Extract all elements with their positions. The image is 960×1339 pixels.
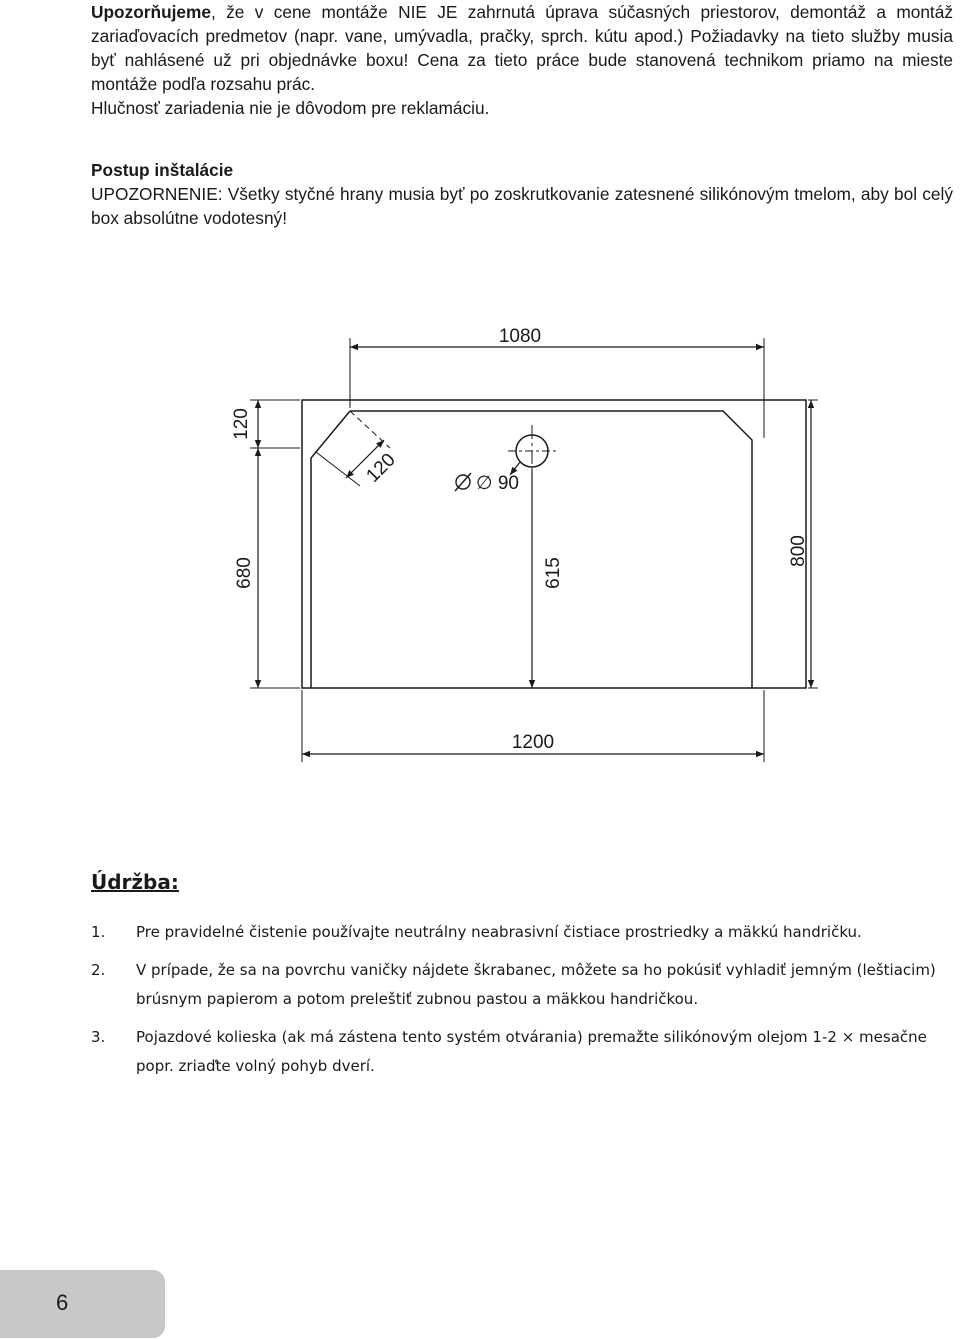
- tray-outline: [302, 400, 806, 688]
- maintenance-item-text: V prípade, že sa na povrchu vaničky nájdete škrabanec, môžete sa ho pokúsiť vyhladiť jemným (leštiacim) brúsnym papierom a potom preleštiť zubnou pastou a mäkkou handričkou.: [136, 961, 936, 1008]
- intro-noise-note: Hlučnosť zariadenia nie je dôvodom pre reklamáciu.: [91, 98, 490, 118]
- maintenance-item-text: Pre pravidelné čistenie používajte neutrálny neabrasivní čistiace prostriedky a mäkkú handričku.: [136, 923, 862, 941]
- dim-label-1200: 1200: [511, 732, 555, 753]
- maintenance-item: [91, 956, 953, 1014]
- intro-text: , že v cene montáže NIE JE zahrnutá úprava súčasných priestorov, demontáž a montáž zariaďovacích predmetov (napr. vane, umývadla, pračky, sprch. kútu apod.) Požiadavky na tieto služby musia byť nahlásené už pri objednávke boxu! Cena za tieto práce bude stanovená technikom priamo na mieste montáže podľa rozsahu prác.: [91, 2, 953, 94]
- maintenance-item-number: 3.: [91, 1028, 106, 1046]
- page-number-tab: [0, 1270, 165, 1338]
- maintenance-title: Údržba:: [91, 870, 179, 894]
- dim-label-615: 615: [543, 557, 564, 589]
- intro-bold-lead: Upozorňujeme: [91, 2, 212, 22]
- maintenance-item-text: Pojazdové kolieska (ak má zástena tento systém otvárania) premažte silikónovým olejom 1-2 × mesačne popr. zriaďte volný pohyb dverí.: [136, 1028, 927, 1075]
- maintenance-section: [91, 870, 953, 1090]
- maintenance-item-number: 2.: [91, 961, 106, 979]
- dim-label-hole: ∅ 90: [476, 473, 519, 494]
- dim-label-chamfer: 120: [362, 449, 400, 487]
- dim-label-800: 800: [788, 535, 809, 567]
- tray-outer: [302, 400, 806, 688]
- page-number: 6: [56, 1290, 69, 1315]
- dim-label-1080: 1080: [498, 326, 542, 347]
- maintenance-item: [91, 1023, 953, 1081]
- dim-label-680: 680: [234, 557, 255, 589]
- maintenance-item-number: 1.: [91, 923, 106, 941]
- dim-label-120-left: 120: [231, 408, 252, 440]
- installation-heading: Postup inštalácie: [91, 160, 234, 180]
- maintenance-item: [91, 918, 953, 947]
- installation-warning: UPOZORNENIE: Všetky styčné hrany musia byť po zoskrutkovanie zatesnené silikónovým tmelom, aby bol celý box absolútne vodotesný!: [91, 184, 953, 228]
